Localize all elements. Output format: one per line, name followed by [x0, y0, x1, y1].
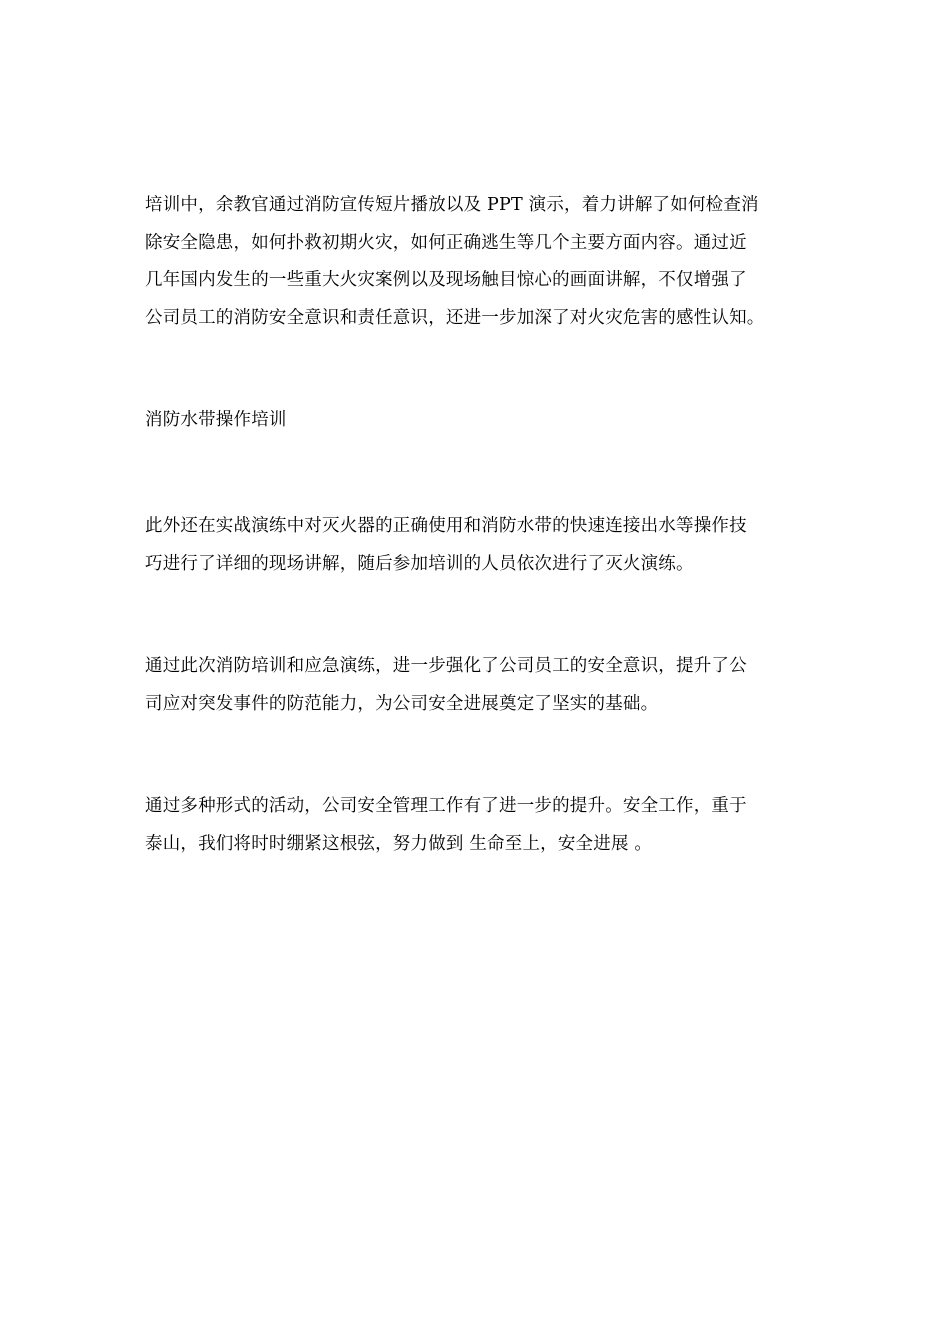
paragraph-section-heading: [145, 402, 807, 440]
text-line: 巧进行了详细的现场讲解，随后参加培训的人员依次进行了灭火演练。: [145, 553, 694, 574]
text-line: 除安全隐患，如何扑救初期火灾，如何正确逃生等几个主要方面内容。通过近: [145, 232, 747, 253]
text-line: 司应对突发事件的防范能力，为公司安全进展奠定了坚实的基础。: [145, 693, 659, 714]
text-line: 泰山，我们将时时绷紧这根弦，努力做到 生命至上，安全进展 。: [145, 833, 653, 854]
paragraph-drill-explanation: [145, 508, 807, 583]
text-line: 培训中，余教官通过消防宣传短片播放以及 PPT 演示，着力讲解了如何检查消: [145, 195, 759, 215]
text-line: 几年国内发生的一些重大火灾案例以及现场触目惊心的画面讲解，不仅增强了: [145, 270, 747, 290]
text-line: 公司员工的消防安全意识和责任意识，还进一步加深了对火灾危害的感性认知。: [145, 307, 765, 328]
paragraph-training-content: [145, 187, 807, 337]
section-heading: 消防水带操作培训: [145, 410, 287, 430]
paragraph-conclusion: [145, 788, 807, 863]
paragraph-training-result: [145, 648, 807, 723]
text-line: 此外还在实战演练中对灭火器的正确使用和消防水带的快速连接出水等操作技: [145, 516, 747, 536]
text-line: 通过此次消防培训和应急演练，进一步强化了公司员工的安全意识，提升了公: [145, 656, 747, 676]
text-line: 通过多种形式的活动，公司安全管理工作有了进一步的提升。安全工作，重于: [145, 796, 747, 816]
